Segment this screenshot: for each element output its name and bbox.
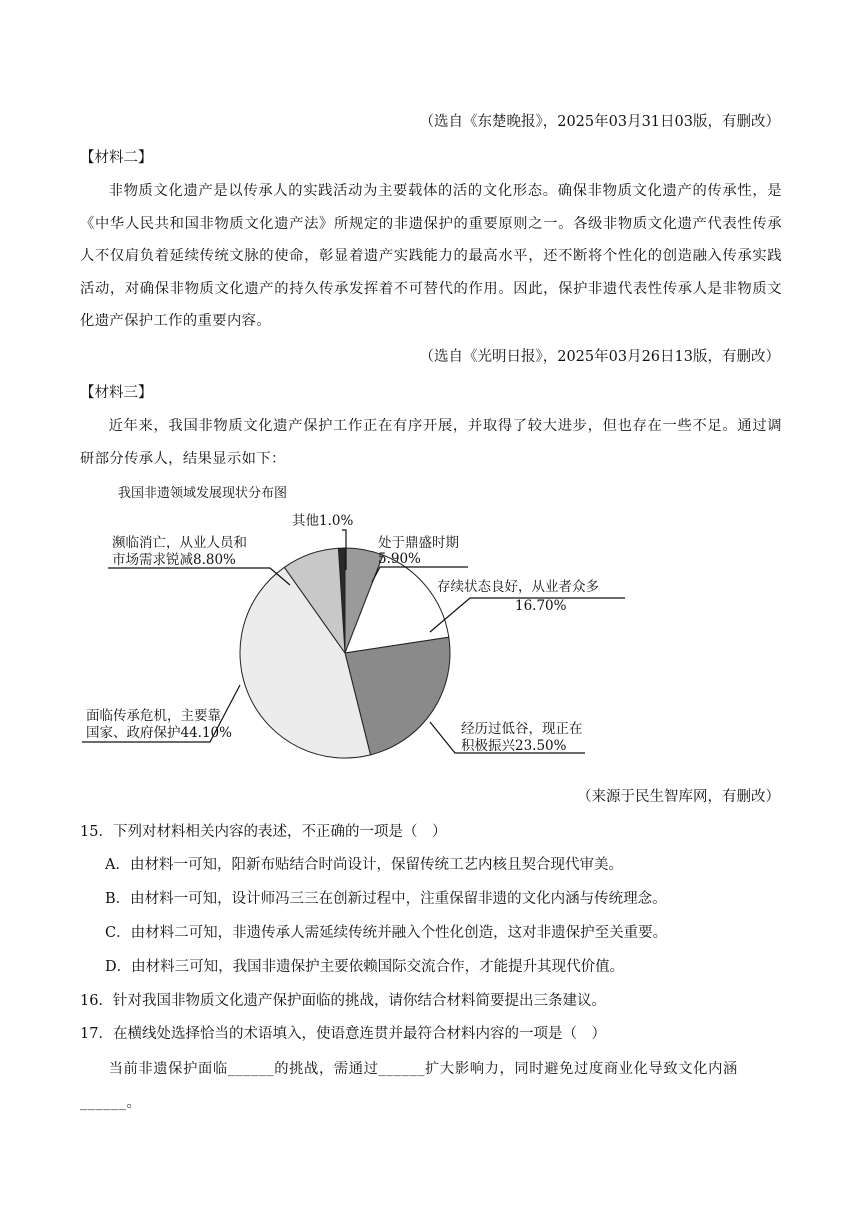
source-citation-2: （选自《光明日报》，2025年03月26日13版，有删改）	[419, 349, 780, 365]
material-2-text: 非物质文化遗产是以传承人的实践活动为主要载体的活的文化形态。确保非物质文化遗产的传承性，是《中华人民共和国非物质文化遗产法》所规定的非遗保护的重要原则之一。各级非物质文化遗产代表性传承人不仅肩负着延续传统文脉的使命，彰显着遗产实践能力的最高水平，还不断将个性化的创造融入传承实践活动，对确保非物质文化遗产的持久传承发挥着不可替代的作用。因此，保护非遗代表性传承人是非物质文化遗产保护工作的重要内容。	[80, 183, 782, 329]
label-peak-line2: 5.90%	[378, 551, 421, 567]
question-15-option-c: C．由材料二可知，非遗传承人需延续传统并融入个性化创造，这对非遗保护至关重要。	[105, 925, 668, 941]
source-citation-3: （来源于民生智库网，有删改）	[577, 789, 780, 805]
material-3-text: 近年来，我国非物质文化遗产保护工作正在有序开展，并取得了较大进步，但也存在一些不足。通过调研部分传承人，结果显示如下：	[80, 418, 782, 467]
question-17-stem: 17．在横线处选择恰当的术语填入，使语意连贯并最符合材料内容的一项是（ ）	[80, 1026, 606, 1042]
label-dying-line1: 濒临消亡，从业人员和	[112, 535, 247, 551]
question-15-option-d: D．由材料三可知，我国非遗保护主要依赖国际交流合作，才能提升其现代价值。	[105, 959, 625, 975]
material-3-heading: 【材料三】	[80, 385, 153, 401]
label-peak-line1: 处于鼎盛时期	[378, 535, 459, 551]
label-dying-line2: 市场需求锐减8.80%	[112, 552, 236, 568]
label-revive-line1: 经历过低谷，现正在	[461, 721, 583, 737]
label-other: 其他1.0%	[292, 513, 354, 529]
label-crisis-line1: 面临传承危机，主要靠	[86, 708, 221, 724]
question-15-option-a: A．由材料一可知，阳新布贴结合时尚设计，保留传统工艺内核且契合现代审美。	[105, 857, 623, 873]
question-17-fill-text	[80, 1052, 782, 1120]
label-good-line2: 16.70%	[515, 598, 567, 614]
label-revive-line2: 积极振兴23.50%	[461, 738, 567, 754]
question-15-option-b: B．由材料一可知，设计师冯三三在创新过程中，注重保留非遗的文化内涵与传统理念。	[105, 891, 667, 907]
label-crisis-line2: 国家、政府保护44.10%	[86, 725, 232, 741]
label-good-line1: 存续状态良好，从业者众多	[437, 579, 599, 595]
material-2-heading: 【材料二】	[80, 150, 153, 166]
source-citation-1: （选自《东楚晚报》，2025年03月31日03版，有删改）	[419, 114, 780, 130]
question-16: 16．针对我国非物质文化遗产保护面临的挑战，请你结合材料简要提出三条建议。	[80, 993, 606, 1009]
pie-slices	[240, 548, 450, 758]
question-17-text: 当前非遗保护面临______的挑战，需通过______扩大影响力，同时避免过度商业化导致文化内涵______。	[80, 1061, 738, 1111]
chart-title: 我国非遗领域发展现状分布图	[118, 486, 288, 501]
leader-line-dying	[108, 568, 290, 585]
question-15-stem: 15．下列对材料相关内容的表述，不正确的一项是（ ）	[80, 824, 447, 840]
